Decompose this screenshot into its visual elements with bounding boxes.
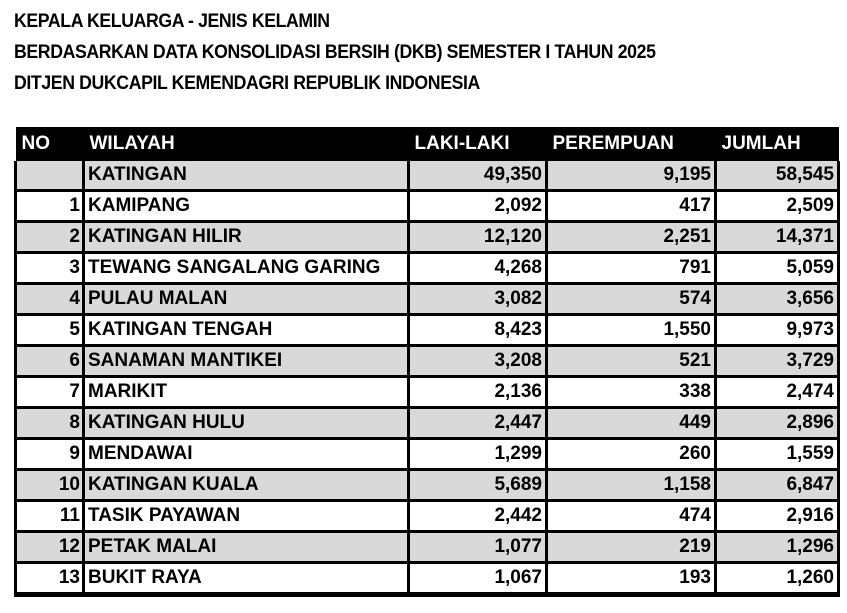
cell-no: 6 <box>16 346 84 377</box>
cell-laki-laki: 1,299 <box>409 439 547 470</box>
cell-jumlah: 58,545 <box>716 161 839 191</box>
header-laki-laki: LAKI-LAKI <box>409 127 547 161</box>
cell-wilayah: MARIKIT <box>84 377 409 408</box>
cell-jumlah: 1,260 <box>716 563 839 595</box>
cell-no: 9 <box>16 439 84 470</box>
cell-jumlah: 2,896 <box>716 408 839 439</box>
table-row <box>16 532 839 563</box>
cell-wilayah: BUKIT RAYA <box>84 563 409 595</box>
cell-no: 1 <box>16 191 84 222</box>
report-source: DITJEN DUKCAPIL KEMENDAGRI REPUBLIK INDONESIA <box>14 73 480 94</box>
cell-wilayah: KATINGAN KUALA <box>84 470 409 501</box>
report-subtitle: BERDASARKAN DATA KONSOLIDASI BERSIH (DKB) SEMESTER I TAHUN 2025 <box>14 42 656 63</box>
table-row <box>16 284 839 315</box>
cell-jumlah: 1,559 <box>716 439 839 470</box>
cell-perempuan: 521 <box>547 346 716 377</box>
cell-laki-laki: 2,447 <box>409 408 547 439</box>
cell-wilayah: KATINGAN TENGAH <box>84 315 409 346</box>
header-row <box>16 127 839 161</box>
cell-laki-laki: 5,689 <box>409 470 547 501</box>
cell-jumlah: 14,371 <box>716 222 839 253</box>
cell-laki-laki: 4,268 <box>409 253 547 284</box>
table-row <box>16 346 839 377</box>
cell-jumlah: 1,296 <box>716 532 839 563</box>
cell-wilayah: KATINGAN HILIR <box>84 222 409 253</box>
cell-no: 12 <box>16 532 84 563</box>
cell-perempuan: 338 <box>547 377 716 408</box>
cell-wilayah: TASIK PAYAWAN <box>84 501 409 532</box>
cell-wilayah: SANAMAN MANTIKEI <box>84 346 409 377</box>
table-row <box>16 501 839 532</box>
cell-laki-laki: 12,120 <box>409 222 547 253</box>
table-body <box>16 161 839 595</box>
table-row <box>16 377 839 408</box>
header-wilayah: WILAYAH <box>84 127 409 161</box>
table-row <box>16 315 839 346</box>
cell-no: 13 <box>16 563 84 595</box>
cell-no: 2 <box>16 222 84 253</box>
table-row <box>16 470 839 501</box>
cell-perempuan: 193 <box>547 563 716 595</box>
table-row <box>16 408 839 439</box>
cell-laki-laki: 2,136 <box>409 377 547 408</box>
cell-no: 5 <box>16 315 84 346</box>
cell-laki-laki: 2,442 <box>409 501 547 532</box>
cell-laki-laki: 1,077 <box>409 532 547 563</box>
cell-wilayah: MENDAWAI <box>84 439 409 470</box>
table-header <box>16 127 839 161</box>
cell-wilayah: KATINGAN HULU <box>84 408 409 439</box>
cell-no: 4 <box>16 284 84 315</box>
cell-jumlah: 3,729 <box>716 346 839 377</box>
cell-perempuan: 791 <box>547 253 716 284</box>
cell-laki-laki: 49,350 <box>409 161 547 191</box>
cell-jumlah: 2,509 <box>716 191 839 222</box>
cell-perempuan: 219 <box>547 532 716 563</box>
cell-perempuan: 574 <box>547 284 716 315</box>
header-jumlah: JUMLAH <box>716 127 839 161</box>
report-title-block <box>14 6 704 99</box>
cell-no: 10 <box>16 470 84 501</box>
cell-perempuan: 474 <box>547 501 716 532</box>
cell-perempuan: 1,158 <box>547 470 716 501</box>
cell-jumlah: 5,059 <box>716 253 839 284</box>
cell-no: 3 <box>16 253 84 284</box>
table-row <box>16 253 839 284</box>
kepala-keluarga-table <box>14 127 840 597</box>
cell-wilayah: PULAU MALAN <box>84 284 409 315</box>
cell-laki-laki: 1,067 <box>409 563 547 595</box>
cell-perempuan: 260 <box>547 439 716 470</box>
cell-wilayah: KAMIPANG <box>84 191 409 222</box>
table-row <box>16 563 839 595</box>
cell-wilayah: PETAK MALAI <box>84 532 409 563</box>
total-row <box>16 161 839 191</box>
cell-laki-laki: 8,423 <box>409 315 547 346</box>
cell-perempuan: 449 <box>547 408 716 439</box>
cell-jumlah: 9,973 <box>716 315 839 346</box>
cell-jumlah: 3,656 <box>716 284 839 315</box>
cell-wilayah: TEWANG SANGALANG GARING <box>84 253 409 284</box>
cell-jumlah: 6,847 <box>716 470 839 501</box>
cell-jumlah: 2,474 <box>716 377 839 408</box>
table-row <box>16 191 839 222</box>
cell-perempuan: 1,550 <box>547 315 716 346</box>
cell-no <box>16 161 84 191</box>
cell-no: 8 <box>16 408 84 439</box>
cell-no: 11 <box>16 501 84 532</box>
header-perempuan: PEREMPUAN <box>547 127 716 161</box>
cell-jumlah: 2,916 <box>716 501 839 532</box>
cell-laki-laki: 3,208 <box>409 346 547 377</box>
cell-wilayah: KATINGAN <box>84 161 409 191</box>
cell-perempuan: 417 <box>547 191 716 222</box>
report-title: KEPALA KELUARGA - JENIS KELAMIN <box>14 11 330 32</box>
cell-perempuan: 9,195 <box>547 161 716 191</box>
cell-laki-laki: 2,092 <box>409 191 547 222</box>
cell-laki-laki: 3,082 <box>409 284 547 315</box>
table-row <box>16 222 839 253</box>
table-row <box>16 439 839 470</box>
cell-perempuan: 2,251 <box>547 222 716 253</box>
header-no: NO <box>16 127 84 161</box>
cell-no: 7 <box>16 377 84 408</box>
